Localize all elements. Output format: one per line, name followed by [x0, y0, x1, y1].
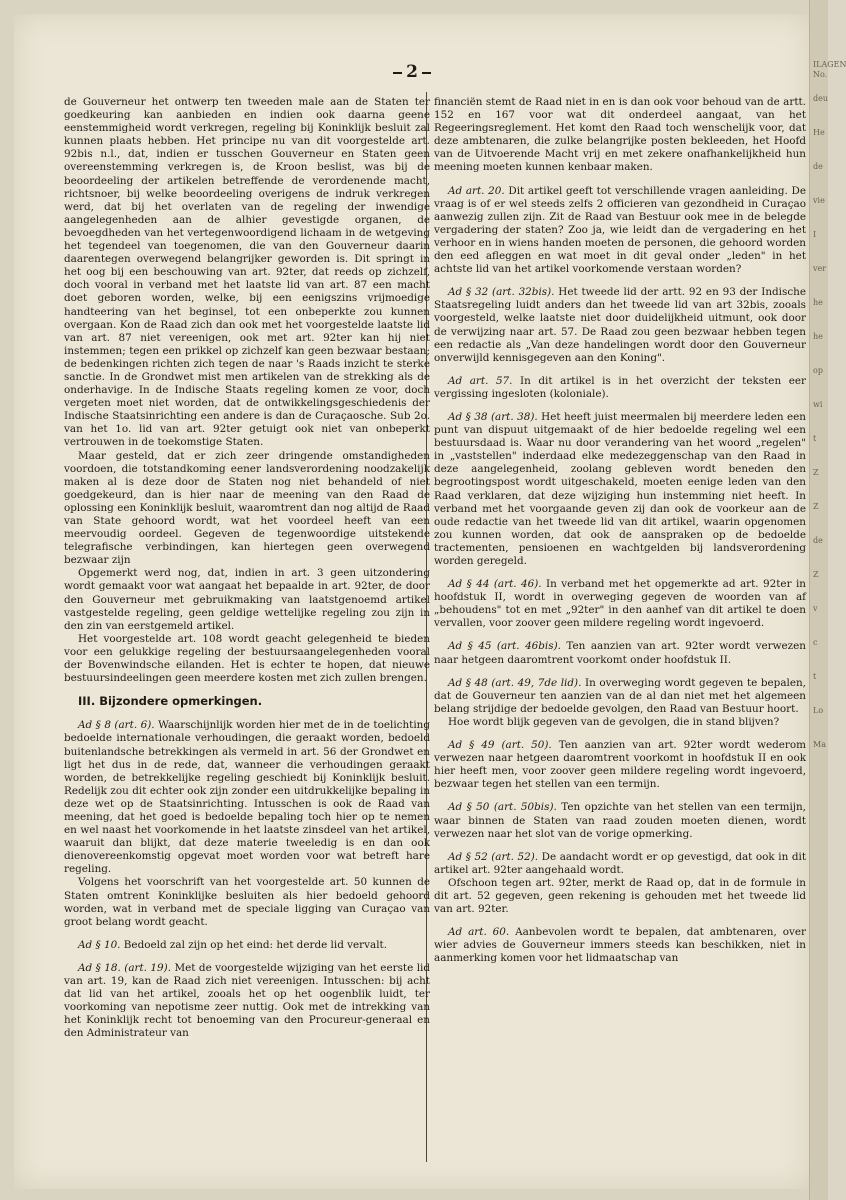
remark-paragraph: [434, 375, 806, 401]
remark-reference: Ad § 18. (art. 19).: [78, 961, 172, 974]
paragraph: financiën stemt de Raad niet in en is dan ook voor behoud van de artt. 152 en 167 voor wat dit onderdeel aangaat, van het Regeeringsreglement. Het komt den Raad toch wenschelijk voor, dat deze ambtenaren, die zulke belangrijke posten bekleeden, het Hoofd van de Uitvoerende Macht vrij en met zekere onafhankelijkheid hun meening moeten kunnen kenbaar maken.: [434, 96, 806, 174]
edge-text-fragment: wi: [813, 400, 823, 409]
remark-reference: Ad § 52 (art. 52).: [448, 850, 539, 863]
paragraph: Ofschoon tegen art. 92ter, merkt de Raad op, dat in de formule in dit art. 52 gegeven, geen rekening is gehouden met het tweede lid van art. 92ter.: [434, 876, 806, 916]
remark-text: In dit artikel is in het overzicht der teksten eer vergissing ingesloten (koloniale).: [434, 374, 806, 400]
edge-text-fragment: He: [813, 128, 825, 137]
edge-text-fragment: t: [813, 672, 817, 681]
edge-text-fragment: he: [813, 332, 823, 341]
remark-paragraph: [434, 411, 806, 568]
adjacent-page-edge: [809, 0, 846, 1200]
paragraph: Hoe wordt blijk gegeven van de gevolgen, die in stand blijven?: [448, 715, 780, 728]
edge-text-fragment: v: [813, 604, 818, 613]
remark-text: Het tweede lid der artt. 92 en 93 der Indische Staatsregeling luidt anders dan het tweede lid van art 32bis, zooals voorgesteld, welke laatste niet door duidelijkheid uitmunt, ook door de verwijzing naar art. 57. De Raad zou geen bezwaar hebben tegen een redactie als „Van deze handelingen wordt door den Gouverneur onverwijld kennisgegeven aan den Koning".: [434, 286, 806, 364]
paragraph: Het voorgestelde art. 108 wordt geacht gelegenheid te bieden voor een gelukkige regeling der bestuursaangelegenheden vooral der Bovenwindsche eilanden. Het is echter te hopen, dat nieuwe bestuursindeelingen geen meerdere kosten met zich zullen brengen.: [64, 632, 430, 685]
edge-text-fragment: t: [813, 434, 817, 443]
edge-text-fragment: vie: [813, 196, 825, 205]
remark-paragraph: [434, 739, 806, 791]
remark-text: Ten aanzien van art. 92ter wordt verwezen naar hetgeen daaromtrent voorkomt onder hoofdstuk II.: [434, 640, 806, 666]
remark-paragraph: [434, 578, 806, 630]
remark-paragraph: [434, 185, 806, 277]
edge-text-fragment: Lo: [813, 706, 824, 715]
remark-paragraph: [64, 939, 430, 952]
remark-reference: Ad § 38 (art. 38).: [448, 410, 538, 423]
edge-text-fragment: de: [813, 536, 823, 545]
right-column: [434, 96, 806, 965]
paragraph: Maar gesteld, dat er zich zeer dringende omstandigheden voordoen, die totstandkoming eener landsverordening noodzakelijk maken al is deze door de Staten nog niet behandeld of niet goedgekeurd, dan is hier naar de meening van den Raad de oplossing een Koninklijk besluit, waaromtrent dan nog altijd de Raad van State gehoord wordt, wat het voordeel heeft van een meervoudig oordeel. Gegeven de tegenwoordige uitstekende telegrafische verbindingen, kan hiertegen geen overwegend bezwaar zijn: [64, 449, 430, 567]
page-number: 2: [14, 62, 810, 82]
left-column: [64, 96, 430, 1040]
paragraph: Opgemerkt werd nog, dat, indien in art. 3 geen uitzondering wordt gemaakt voor wat aangaat het bepaalde in art. 92ter, de door den Gouverneur met gebruikmaking van laatstgenoemd artikel vastgestelde regeling, geen geldige wettelijke regeling zou zijn in den zin van eerstgemeld artikel.: [64, 567, 430, 632]
edge-text-fragment: Z: [813, 468, 819, 477]
remark-reference: Ad § 8 (art. 6).: [78, 719, 155, 732]
edge-text-fragment: he: [813, 298, 823, 307]
remark-text: De aandacht wordt er op gevestigd, dat ook in dit artikel art. 92ter aangehaald wordt.: [434, 850, 807, 876]
remark-reference: Ad § 48 (art. 49, 7de lid).: [448, 676, 582, 689]
remark-paragraph: [64, 719, 430, 876]
remark-text: Ten opzichte van het stellen van een termijn, waar binnen de Staten van raad zouden moeten dienen, wordt verwezen naar het slot van de vorige opmerking.: [434, 801, 806, 840]
remark-paragraph: [434, 286, 806, 365]
edge-text-fragment: Ma: [813, 740, 826, 749]
edge-text-fragment: I: [813, 230, 817, 239]
edge-text-fragment: Z: [813, 502, 819, 511]
remark-text: Waarschijnlijk worden hier met de in de toelichting bedoelde internationale verhoudingen, die geraakt worden, bedoeld buitenlandsche betrekkingen als vermeld in art. 56 der Grondwet en ligt het dus in de rede, dat, wanneer die verhoudingen geraakt worden, de betrekkelijke regeling geschiedt bij Koninklijk besluit. Redelijk zou dit echter ook zijn zonder een uitdrukkelijke bepaling in deze wet op de Staatsinrichting. Intusschen is ook de Raad van meening, dat het goed is bedoelde bepaling toch hier op te nemen en wel naast het voorkomende in het laatste zinsdeel van het artikel, waaruit dan blijkt, dat deze materie tweeledig is en dan ook dienovereenkomstig opgevat moet worden voor wat betreft hare regeling.: [64, 719, 430, 876]
remark-text: Het heeft juist meermalen bij meerdere leden een punt van dispuut uitgemaakt of de hier bedoelde regeling wel een bestuursdaad is. Waar nu door verandering van het woord „regelen" in „vaststellen" inderdaad elke medezeggenschap van den Raad in deze aangelegenheid, zoolang gebleven wordt beneden den begrootingspost wordt uitgeschakeld, moeten eenige leden van den Raad verklaren, dat deze wijziging hun instemming niet heeft. In verband met het voorgaande geven zij dan ook de voorkeur aan de oude redactie van het tweede lid van dit artikel, waarin opgenomen zou kunnen worden, dat ook de aanspraken op de bedoelde tractementen, pensioenen en wachtgelden bij landsverordening worden geregeld.: [434, 410, 806, 567]
edge-text-fragment: ILAGEN No.: [813, 60, 846, 79]
edge-text-fragment: c: [813, 638, 818, 647]
edge-text-fragment: Z: [813, 570, 819, 579]
remark-text: Bedoeld zal zijn op het eind: het derde lid vervalt.: [120, 938, 388, 951]
remark-text: Dit artikel geeft tot verschillende vragen aanleiding. De vraag is of er wel steeds zelfs 2 officieren van gezondheid in Curaçao aanwezig zullen zijn. Zit de Raad van Bestuur ook mee in de belegde vergadering der staten? Zoo ja, wie leidt dan de vergadering en het verhoor en in wiens handen moeten de personen, die gehoord worden den eed afleggen en wat moet in dit geval onder „leden" in het achtste lid van het artikel voorkomende verstaan worden?: [434, 184, 806, 276]
remark-paragraph: [434, 801, 806, 840]
remark-paragraph: [434, 926, 806, 965]
paragraph: Volgens het voorschrift van het voorgestelde art. 50 kunnen de Staten omtrent Koninklijke besluiten als hier bedoeld gehoord worden, wat in verband met de speciale ligging van Curaçao van groot belang wordt geacht.: [64, 876, 430, 928]
remark-text: In verband met het opgemerkte ad art. 92ter in hoofdstuk II, wordt in overweging gegeven de woorden van af „behoudens" tot en met „92ter" in den aanhef van dit artikel te doen vervallen, voor zoover geen mildere regeling wordt ingevoerd.: [434, 578, 806, 630]
remark-reference: Ad § 44 (art. 46).: [448, 578, 542, 591]
remark-reference: Ad § 10.: [78, 938, 121, 951]
paragraph: de Gouverneur het ontwerp ten tweeden male aan de Staten ter goedkeuring kan aanbieden en indien ook daarna geene eenstemmigheid wordt verkregen, regeling bij Koninklijk besluit zal kunnen plaats hebben. Het principe nu van dit voorgestelde art. 92bis n.l., dat, indien er tusschen Gouverneur en Staten geen overeenstemming verkregen is, de Kroon beslist, was bij de beoordeeling der artikelen betreffende de verordenende macht, richtsnoer, bij welke beoordeeling overigens de indruk verkregen werd, dat bij het overlaten van de regeling der inwendige aangelegenheden aan de alhier gevestigde organen, de bevoegdheden van het vertegenwoordigend lichaam in de wetgeving het tegendeel van toegenomen, die van den Gouverneur daarin daarentegen overwegend belangrijker geworden is. Dit springt in het oog bij een beschouwing van art. 92ter, dat reeds op zichzelf, doch vooral in verband met het laatste lid van art. 87 een macht doet geboren worden, welke, bij een eenigszins vrijmoedige handteering van het beginsel, tot een onbeperkte zou kunnen overgaan. Kon de Raad zich dan ook met het voorgestelde laatste lid van art. 87 niet vereenigen, ook met art. 92ter kan hij niet instemmen; tegen een prikkel op zichzelf kan geen bezwaar bestaan; de bedenkingen richten zich tegen de naar 's Raads inzicht te sterke sanctie. In de Grondwet mist men artikelen van de strekking als de onderhavige. In de Indische Staats regeling komen ze voor, doch vergeten moet niet worden, dat de ontwikkelingsgeschiedenis der Indische Staatsinrichting een andere is dan de Curaçaosche. Sub 2o. van het 1o. lid van art. 92ter getuigt ook niet van onbeperkt vertrouwen in de toekomstige Staten.: [64, 96, 430, 449]
remark-reference: Ad art. 20.: [448, 184, 505, 197]
remark-paragraph: [64, 962, 430, 1041]
remark-reference: Ad § 45 (art. 46bis).: [448, 640, 561, 653]
remark-paragraph: [434, 851, 806, 877]
document-page: [14, 14, 810, 1189]
remark-reference: Ad art. 57.: [448, 374, 513, 387]
remark-paragraph: [434, 640, 806, 666]
edge-text-fragment: de: [813, 162, 823, 171]
remark-reference: Ad § 50 (art. 50bis).: [448, 801, 557, 814]
remark-text: Aanbevolen wordt te bepalen, dat ambtenaren, over wier advies de Gouverneur immers steeds kan beschikken, niet in aanmerking komen voor het lidmaatschap van: [434, 926, 806, 965]
edge-text-fragment: ver: [813, 264, 827, 273]
remark-reference: Ad art. 60.: [448, 926, 510, 939]
remark-text: Met de voorgestelde wijziging van het eerste lid van art. 19, kan de Raad zich niet vereenigen. Intusschen: bij acht dat lid van het artikel, zooals het op het oogenblik luidt, ter voorkoming van nepotisme zeer nuttig. Ook met de intrekking van het Koninklijk recht tot benoeming van den Procureur-generaal en den Administrateur van: [64, 961, 430, 1040]
remark-text: Ten aanzien van art. 92ter wordt wederom verwezen naar hetgeen daaromtrent voorkomt in hoofdstuk II en ook hier heeft men, voor zoover geen mildere regeling wordt ingevoerd, bezwaar tegen het stellen van een termijn.: [434, 739, 806, 791]
section-heading: III. Bijzondere opmerkingen.: [78, 694, 263, 709]
remark-reference: Ad § 32 (art. 32bis).: [448, 286, 555, 299]
edge-text-fragment: op: [813, 366, 823, 375]
remark-reference: Ad § 49 (art. 50).: [448, 739, 552, 752]
edge-text-fragment: deu: [813, 94, 829, 103]
remark-paragraph: [434, 677, 806, 716]
remark-text: In overweging wordt gegeven te bepalen, dat de Gouverneur ten aanzien van de al dan niet met het algemeen belang strijdige der bedoelde gevolgen, den Raad van Bestuur hoort.: [434, 676, 806, 715]
